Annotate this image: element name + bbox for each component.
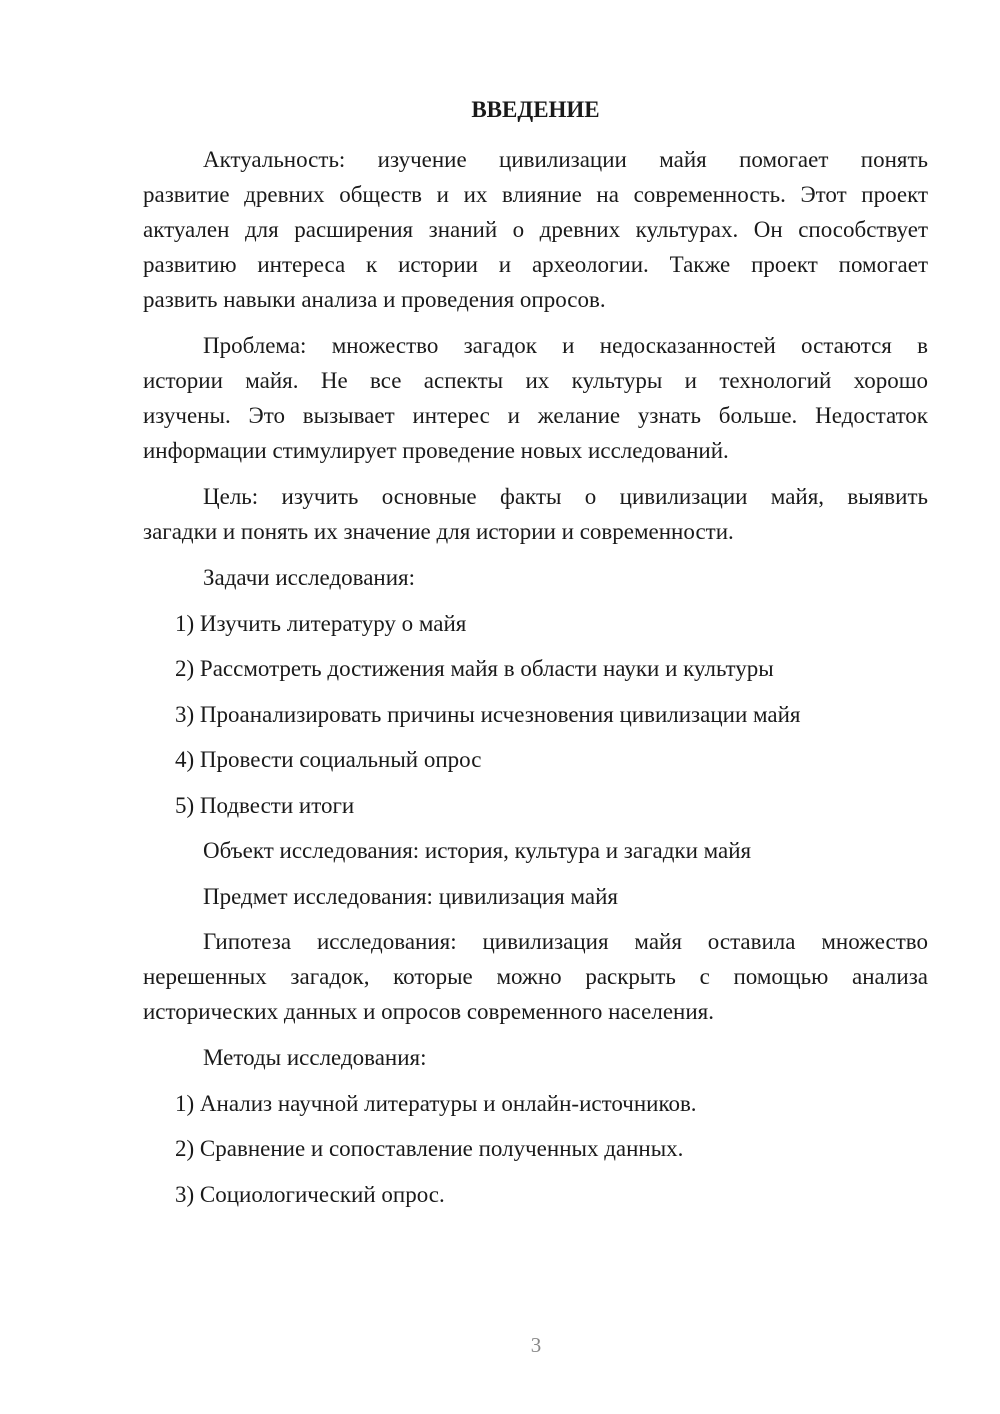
text-line: Методы исследования: [203, 1045, 427, 1070]
list-item: 4) Провести социальный опрос [175, 747, 482, 772]
text-line: Объект исследования: история, культура и загадки майя [203, 838, 752, 863]
page-number: 3 [530, 1333, 542, 1357]
text-line: Задачи исследования: [203, 565, 416, 590]
list-item: 5) Подвести итоги [175, 792, 355, 818]
paragraph [143, 479, 928, 549]
paragraph-line: нерешенных загадок, которые можно раскрыть с помощью анализа [143, 964, 928, 989]
paragraph [143, 328, 928, 468]
list-item: 3) Социологический опрос. [175, 1181, 445, 1207]
list-item: 1) Изучить литературу о майя [175, 610, 467, 636]
paragraph-line: актуален для расширения знаний о древних культурах. Он способствует [143, 217, 928, 242]
list-item: 2) Рассмотреть достижения майя в области науки и культуры [175, 656, 774, 681]
text-line: Предмет исследования: цивилизация майя [203, 883, 618, 909]
document-page [143, 92, 928, 1222]
paragraph-line: Цель: изучить основные факты о цивилизации майя, выявить [203, 484, 928, 509]
section-title: ВВЕДЕНИЕ [471, 97, 600, 122]
paragraph-line: истории майя. Не все аспекты их культуры и технологий хорошо [143, 368, 928, 393]
paragraph-line: развить навыки анализа и проведения опросов. [143, 287, 606, 312]
paragraph-line: исторических данных и опросов современного населения. [143, 999, 714, 1024]
paragraph-line: развитию интереса к истории и археологии. Также проект помогает [143, 252, 928, 277]
paragraph-line: информации стимулирует проведение новых исследований. [143, 438, 729, 463]
list-item: 2) Сравнение и сопоставление полученных данных. [175, 1136, 684, 1161]
paragraph-line: Гипотеза исследования: цивилизация майя оставила множество [203, 929, 928, 954]
list-item: 3) Проанализировать причины исчезновения цивилизации майя [175, 701, 801, 727]
paragraph-line: изучены. Это вызывает интерес и желание узнать больше. Недостаток [143, 403, 928, 428]
paragraph-line: Актуальность: изучение цивилизации майя помогает понять [203, 147, 928, 172]
paragraph [143, 924, 928, 1029]
paragraph [143, 142, 928, 317]
document-body [143, 142, 928, 1212]
paragraph-line: загадки и понять их значение для истории и современности. [143, 519, 734, 544]
paragraph-line: развитие древних обществ и их влияние на современность. Этот проект [143, 182, 928, 207]
list-item: 1) Анализ научной литературы и онлайн-источников. [175, 1090, 697, 1116]
paragraph-line: Проблема: множество загадок и недосказанностей остаются в [203, 333, 928, 358]
